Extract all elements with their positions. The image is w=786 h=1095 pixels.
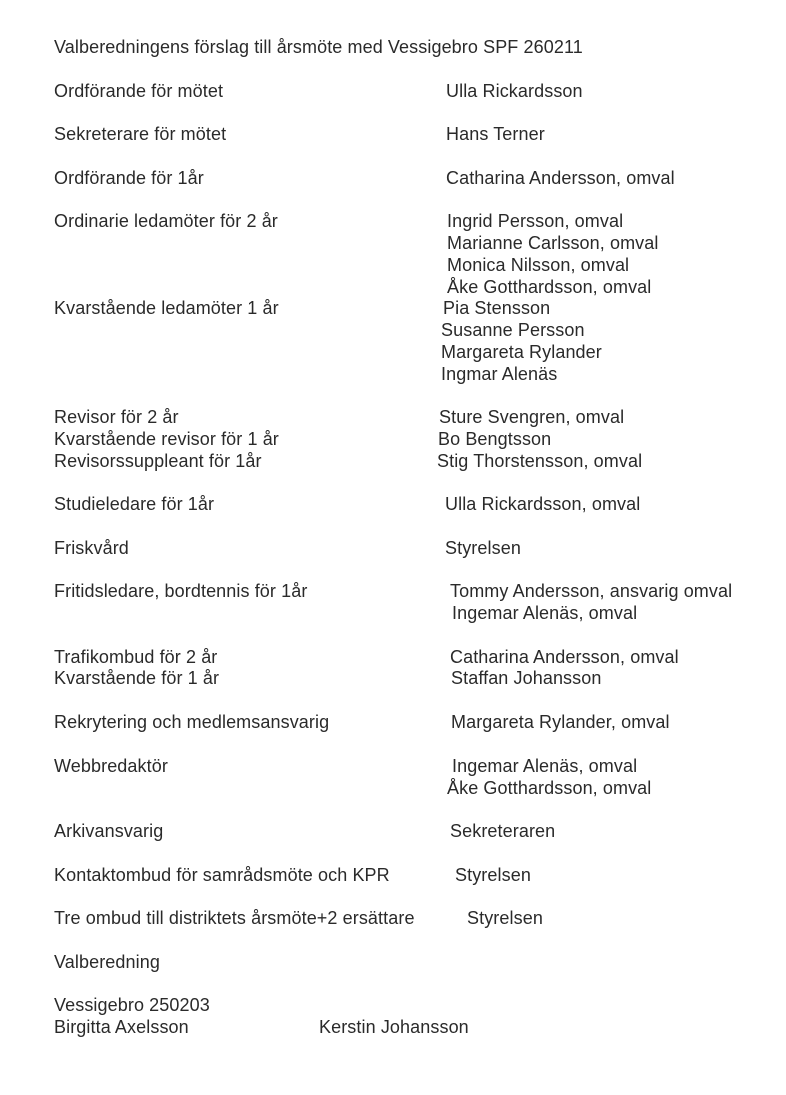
nominee-name: Margareta Rylander (441, 342, 602, 362)
place-date: Vessigebro 250203 (54, 995, 210, 1015)
nominee-name: Styrelsen (445, 538, 521, 558)
nominee-name: Staffan Johansson (451, 668, 602, 688)
nominee-name: Susanne Persson (441, 320, 585, 340)
role-label: Tre ombud till distriktets årsmöte+2 ersättare (54, 908, 415, 928)
role-label: Kvarstående revisor för 1 år (54, 429, 279, 449)
nominee-name: Sture Svengren, omval (439, 407, 625, 427)
nominee-name: Sekreteraren (450, 821, 556, 841)
nominee-name: Ingrid Persson, omval (447, 211, 624, 231)
nominee-name: Ulla Rickardsson (446, 81, 583, 101)
role-label: Trafikombud för 2 år (54, 647, 218, 667)
role-label: Ordförande för mötet (54, 81, 224, 101)
nominee-name: Styrelsen (455, 865, 531, 885)
role-label: Revisorssuppleant för 1år (54, 451, 262, 471)
role-label: Webbredaktör (54, 756, 168, 776)
nominee-name: Catharina Andersson, omval (446, 168, 675, 188)
nominee-name: Åke Gotthardsson, omval (447, 778, 652, 798)
nominee-name: Ingemar Alenäs, omval (452, 603, 638, 623)
role-label: Studieledare för 1år (54, 494, 215, 514)
nominee-name: Monica Nilsson, omval (447, 255, 630, 275)
signer-name: Kerstin Johansson (319, 1017, 469, 1037)
role-label: Friskvård (54, 538, 129, 558)
role-label: Revisor för 2 år (54, 407, 179, 427)
nominee-name: Ingmar Alenäs (441, 364, 558, 384)
nominee-name: Stig Thorstensson, omval (437, 451, 643, 471)
nominee-name: Styrelsen (467, 908, 543, 928)
nominee-name: Marianne Carlsson, omval (447, 233, 659, 253)
nominee-name: Pia Stensson (443, 298, 551, 318)
role-label: Ordinarie ledamöter för 2 år (54, 211, 278, 231)
document-title: Valberedningens förslag till årsmöte med Vessigebro SPF 260211 (54, 37, 583, 57)
role-label: Sekreterare för mötet (54, 124, 227, 144)
committee-heading: Valberedning (54, 952, 160, 972)
role-label: Kvarstående för 1 år (54, 668, 220, 688)
nominee-name: Hans Terner (446, 124, 545, 144)
nominee-name: Margareta Rylander, omval (451, 712, 670, 732)
nominee-name: Ingemar Alenäs, omval (452, 756, 638, 776)
role-label: Arkivansvarig (54, 821, 164, 841)
nominee-name: Bo Bengtsson (438, 429, 552, 449)
role-label: Fritidsledare, bordtennis för 1år (54, 581, 308, 601)
role-label: Rekrytering och medlemsansvarig (54, 712, 330, 732)
role-label: Kontaktombud för samrådsmöte och KPR (54, 865, 390, 885)
nominee-name: Åke Gotthardsson, omval (447, 277, 652, 297)
role-label: Kvarstående ledamöter 1 år (54, 298, 279, 318)
nominee-name: Ulla Rickardsson, omval (445, 494, 641, 514)
nominee-name: Catharina Andersson, omval (450, 647, 679, 667)
nominee-name: Tommy Andersson, ansvarig omval (450, 581, 733, 601)
role-label: Ordförande för 1år (54, 168, 204, 188)
signer-name: Birgitta Axelsson (54, 1017, 189, 1037)
